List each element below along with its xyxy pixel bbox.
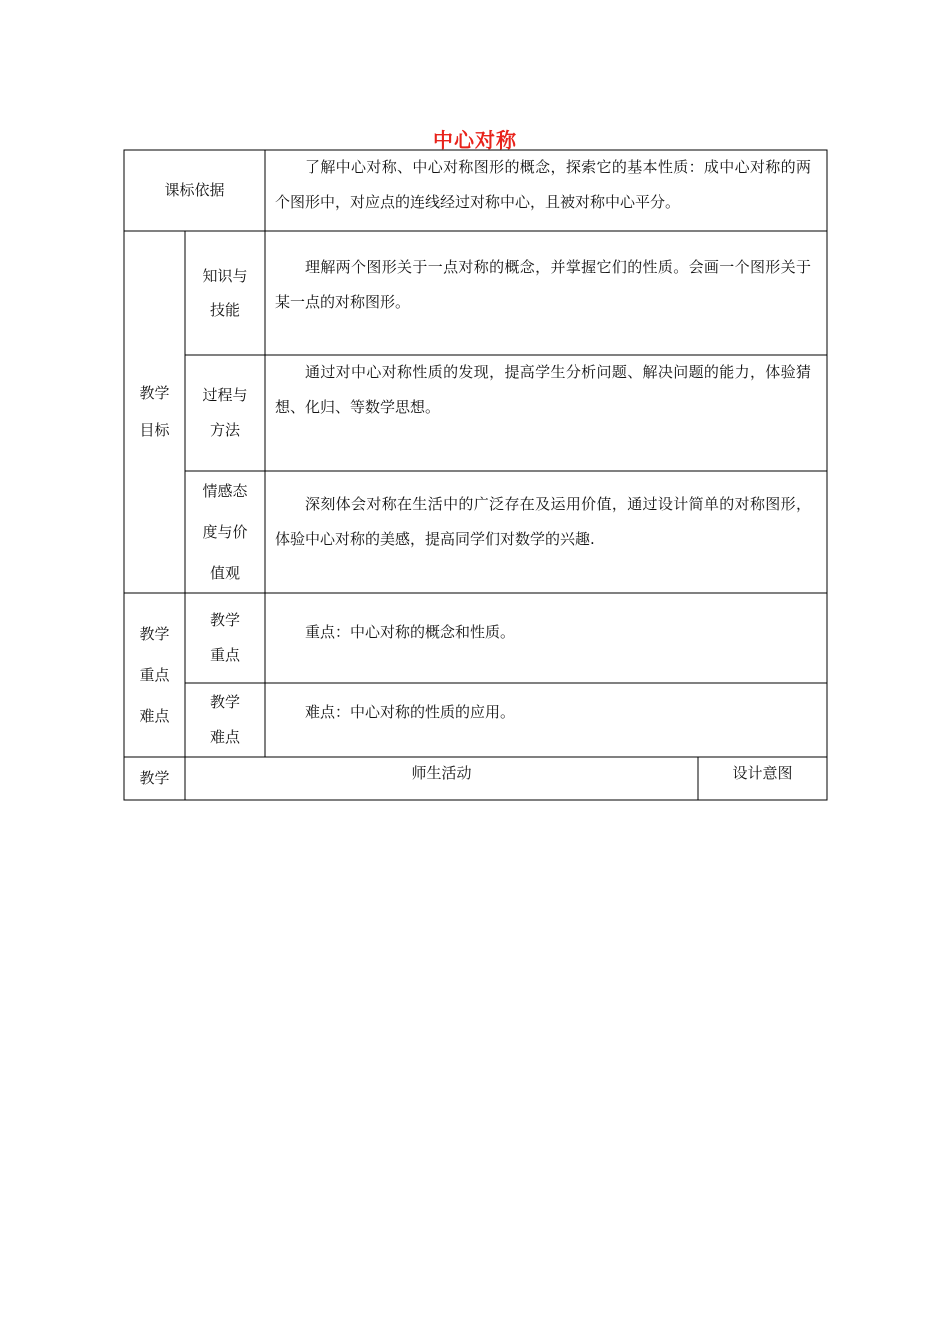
keypoint-focus-label: 教学 重点 <box>209 611 240 664</box>
objective-process-text-cell <box>265 355 827 471</box>
intent-header: 设计意图 <box>732 764 793 782</box>
standard-text-cell <box>265 150 827 231</box>
keypoint-difficulty-label: 教学 难点 <box>209 693 240 746</box>
activity-header: 师生活动 <box>411 764 472 782</box>
process-label: 教学 <box>139 769 170 787</box>
document-title: 中心对称 <box>433 128 517 152</box>
objective-knowledge-label: 知识与 技能 <box>202 267 248 319</box>
keypoint-focus-text-cell <box>265 593 827 683</box>
objective-attitude-text-cell <box>265 471 827 593</box>
keypoint-focus-text: 重点：中心对称的概念和性质。 <box>305 623 516 641</box>
keypoint-difficulty-text-cell <box>265 683 827 757</box>
standard-text: 了解中心对称、中心对称图形的概念，探索它的基本性质：成中心对称的两个图形中，对应点的连线经过对称中心，且被对称中心平分。 <box>275 158 811 211</box>
objective-knowledge-text-cell <box>265 231 827 355</box>
objectives-label: 教学 目标 <box>139 384 170 439</box>
objective-knowledge-text: 理解两个图形关于一点对称的概念，并掌握它们的性质。会画一个图形关于某一点的对称图形。 <box>275 258 811 311</box>
standard-label: 课标依据 <box>164 181 225 199</box>
objective-process-text: 通过对中心对称性质的发现，提高学生分析问题、解决问题的能力，体验猜想、化归、等数学思想。 <box>275 363 811 416</box>
objective-attitude-label: 情感态 度与价 值观 <box>202 481 248 582</box>
objective-attitude-text: 深刻体会对称在生活中的广泛存在及运用价值，通过设计简单的对称图形，体验中心对称的美感，提高同学们对数学的兴趣. <box>275 495 811 548</box>
keypoint-difficulty-text: 难点：中心对称的性质的应用。 <box>305 703 516 721</box>
objective-process-label: 过程与 方法 <box>202 386 248 439</box>
keypoints-label: 教学 重点 难点 <box>139 624 170 725</box>
